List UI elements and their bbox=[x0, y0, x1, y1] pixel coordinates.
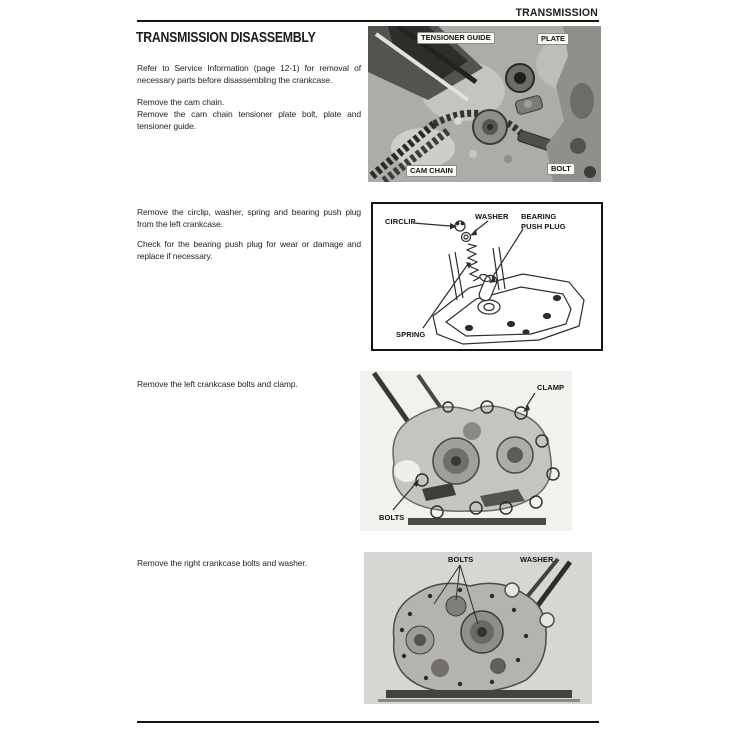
label-circlip: CIRCLIP bbox=[385, 217, 416, 226]
paragraph-circlip bbox=[137, 206, 361, 230]
paragraph-right-crankcase bbox=[137, 557, 307, 569]
footer-rule bbox=[137, 721, 599, 723]
figure-left-crankcase bbox=[360, 371, 572, 531]
label-bearing-push-plug-2: PUSH PLUG bbox=[521, 222, 566, 231]
figure-right-crankcase bbox=[364, 552, 592, 704]
running-header: TRANSMISSION bbox=[515, 7, 598, 19]
label-tensioner-guide: TENSIONER GUIDE bbox=[417, 32, 495, 44]
paragraph-line: Check for the bearing push plug for wear or damage and bbox=[137, 239, 361, 249]
label-bolt: BOLT bbox=[547, 163, 575, 175]
paragraph-line: tensioner guide. bbox=[137, 121, 196, 131]
label-plate: PLATE bbox=[537, 33, 569, 45]
right-crankcase-photo bbox=[364, 552, 592, 704]
label-washer: WASHER bbox=[520, 555, 554, 564]
label-bolts: BOLTS bbox=[379, 513, 405, 522]
paragraph-intro bbox=[137, 62, 361, 86]
paragraph-line: Remove the circlip, washer, spring and bearing push plug bbox=[137, 207, 361, 217]
label-washer: WASHER bbox=[475, 212, 509, 221]
figure-cam-chain bbox=[368, 26, 601, 182]
paragraph-line: from the left crankcase. bbox=[137, 219, 223, 229]
label-bearing-push-plug: BEARING bbox=[521, 212, 557, 221]
header-rule bbox=[137, 20, 599, 22]
figure-push-plug bbox=[371, 202, 603, 351]
paragraph-line: Refer to Service Information (page 12-1) for removal of bbox=[137, 63, 361, 73]
paragraph-line: Remove the left crankcase bolts and clamp. bbox=[137, 379, 298, 389]
left-crankcase-photo bbox=[360, 371, 572, 531]
paragraph-left-crankcase bbox=[137, 378, 298, 390]
cam-chain-photo bbox=[368, 26, 601, 182]
paragraph-push-plug-check bbox=[137, 238, 361, 262]
paragraph-line: Remove the right crankcase bolts and washer. bbox=[137, 558, 307, 568]
paragraph-line: Remove the cam chain tensioner plate bolt, plate and bbox=[137, 109, 361, 119]
page-title: TRANSMISSION DISASSEMBLY bbox=[136, 29, 316, 46]
paragraph-cam-chain bbox=[137, 96, 361, 132]
label-clamp: CLAMP bbox=[537, 383, 565, 392]
label-bolts: BOLTS bbox=[448, 555, 474, 564]
label-cam-chain: CAM CHAIN bbox=[406, 165, 457, 177]
label-spring: SPRING bbox=[396, 330, 426, 339]
paragraph-line: replace if necessary. bbox=[137, 251, 213, 261]
paragraph-line: Remove the cam chain. bbox=[137, 97, 225, 107]
paragraph-line: necessary parts before disassembling the crankcase. bbox=[137, 75, 333, 85]
